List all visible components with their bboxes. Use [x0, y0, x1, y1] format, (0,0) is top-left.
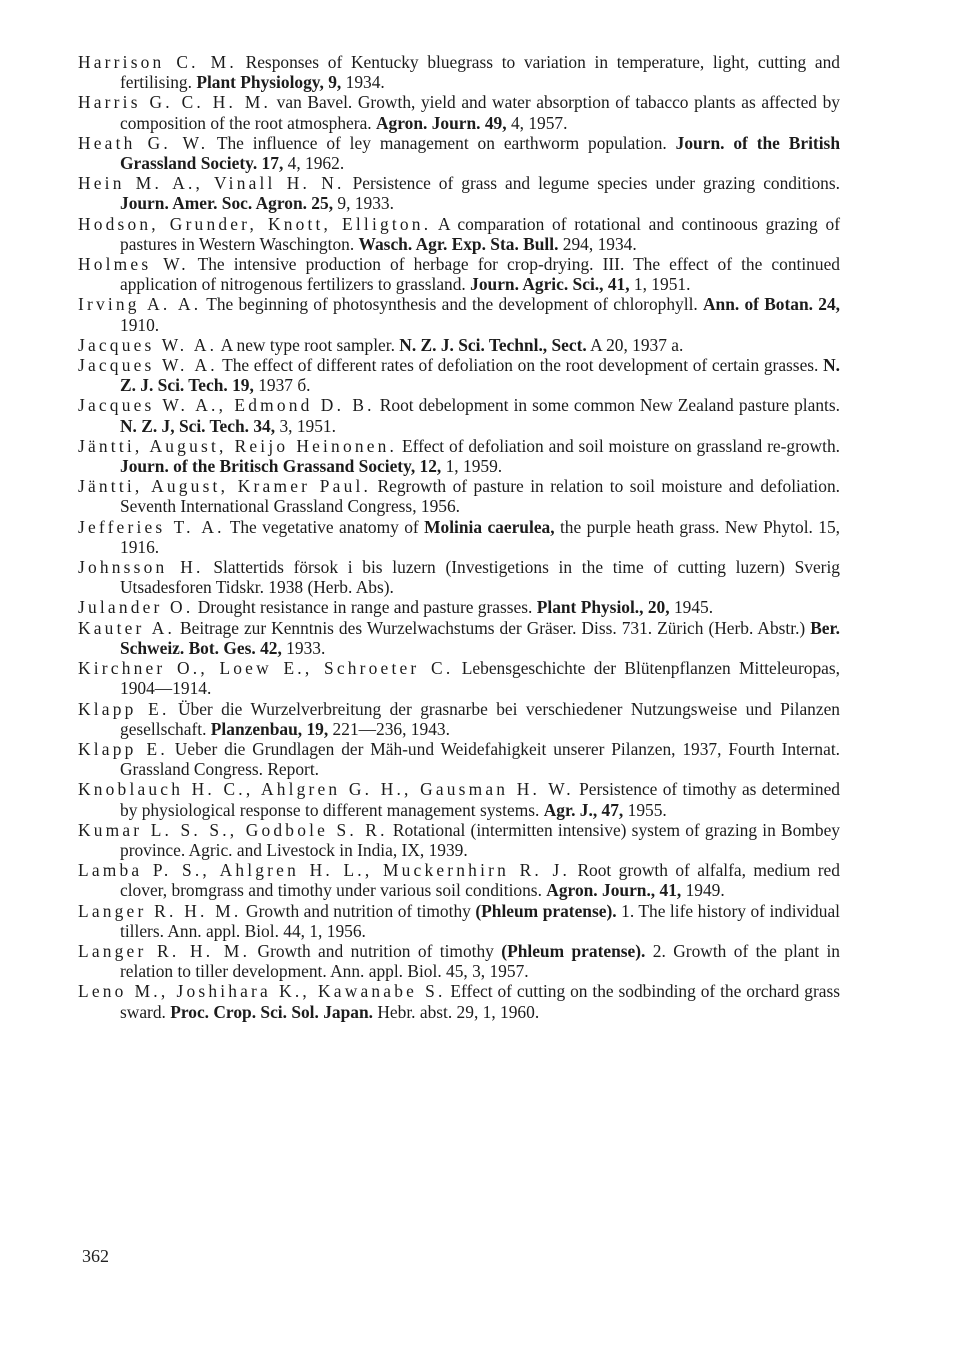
reference-item — [78, 699, 840, 739]
reference-source: Journ. Agric. Sci., 41, — [470, 274, 630, 295]
reference-source: Agr. J., 47, — [543, 799, 624, 820]
reference-source: Agron. Journ. 49, — [375, 112, 507, 133]
reference-author: Leno M., Joshihara K., Kawanabe S. — [78, 981, 446, 1002]
reference-list — [78, 52, 840, 1022]
reference-tail: 1, 1959. — [441, 456, 503, 477]
reference-text: Root debelopment in some common New Zealand pasture plants. — [374, 395, 840, 416]
reference-tail: 2. Growth of the plant in relation to tiller development. Ann. appl. Biol. 45, 3, 1957. — [120, 940, 840, 982]
reference-item — [78, 395, 840, 435]
reference-tail: 294, 1934. — [558, 233, 637, 254]
reference-tail: 221—236, 1943. — [328, 718, 450, 739]
reference-text: Persistence of grass and legume species under grazing conditions. — [344, 173, 840, 194]
reference-tail: A 20, 1937 a. — [586, 334, 684, 355]
reference-item — [78, 779, 840, 819]
reference-source: Journ. of the British Grassland Society. 17, — [120, 132, 840, 174]
reference-source: (Phleum pratense). — [501, 940, 646, 961]
reference-text: Growth and nutrition of timothy — [241, 900, 476, 921]
reference-text: Lebensgeschichte der Blütenpflanzen Mitteleuropas, 1904—1914. — [120, 658, 840, 699]
reference-text: Root growth of alfalfa, medium red clover, bromgrass and timothy under various soil conditions. — [120, 860, 840, 901]
reference-text: Persistence of timothy as determined by physiological response to different management systems. — [120, 779, 840, 820]
reference-item — [78, 739, 840, 779]
reference-author: Langer R. H. M. — [78, 900, 242, 921]
reference-author: Hein M. A., Vinall H. N. — [78, 173, 345, 194]
reference-item — [78, 597, 840, 617]
reference-item — [78, 618, 840, 658]
reference-tail: 1945. — [669, 597, 714, 618]
reference-author: Klapp E. — [78, 698, 170, 719]
reference-source: Journ. Amer. Soc. Agron. 25, — [120, 193, 334, 214]
reference-source: Agron. Journ., 41, — [546, 880, 682, 901]
page-number: 362 — [82, 1246, 109, 1266]
reference-text: Regrowth of pasture in relation to soil moisture and defoliation. Seventh International Grassland Congress, 1956. — [120, 476, 841, 517]
reference-item — [78, 214, 840, 254]
reference-item — [78, 517, 840, 557]
reference-item — [78, 133, 840, 173]
reference-author: Jefferies T. A. — [78, 516, 225, 537]
reference-tail: the purple heath grass. New Phytol. 15, 1916. — [120, 516, 840, 557]
reference-author: Klapp E. — [78, 738, 168, 759]
reference-tail: 3, 1951. — [275, 415, 336, 436]
reference-source: Wasch. Agr. Exp. Sta. Bull. — [358, 233, 559, 254]
reference-author: Jacques W. A., Edmond D. B. — [78, 395, 375, 416]
reference-item — [78, 981, 840, 1021]
reference-source: N. Z. J. Sci. Tech. 19, — [120, 355, 840, 396]
reference-source: (Phleum pratense). — [475, 900, 617, 921]
reference-author: Kirchner O., Loew E., Schroeter C. — [78, 658, 454, 679]
reference-item — [78, 355, 840, 395]
reference-text: Growth and nutrition of timothy — [250, 940, 502, 961]
reference-item — [78, 476, 840, 516]
reference-item — [78, 941, 840, 981]
reference-tail: 1934. — [341, 72, 385, 93]
reference-text: Rotational (intermitten intensive) system of grazing in Bombey province. Agric. and Livestock in India, IX, 1939. — [120, 819, 840, 860]
reference-text: Drought resistance in range and pasture grasses. — [193, 597, 537, 618]
reference-source: Molinia caerulea, — [424, 516, 555, 537]
reference-tail: 1949. — [681, 880, 725, 901]
reference-item — [78, 173, 840, 213]
reference-text: Effect of cutting on the sodbinding of the orchard grass sward. — [120, 981, 840, 1022]
reference-text: A new type root sampler. — [217, 334, 400, 355]
reference-author: Jäntti, August, Kramer Paul. — [78, 476, 372, 497]
reference-text: The effect of different rates of defoliation on the root development of certain grasses. — [217, 355, 824, 376]
reference-tail: 1933. — [281, 637, 326, 658]
reference-source: Planzenbau, 19, — [210, 718, 329, 739]
reference-source: N. Z. J, Sci. Tech. 34, — [120, 415, 276, 436]
reference-tail: 1937 б. — [253, 375, 311, 396]
reference-text: Responses of Kentucky bluegrass to variation in temperature, light, cutting and fertilising. — [120, 52, 841, 93]
reference-item — [78, 294, 840, 334]
reference-author: Jacques W. A. — [78, 355, 218, 376]
reference-author: Lamba P. S., Ahlgren H. L., Muckernhirn R. J. — [78, 860, 571, 881]
reference-text: Über die Wurzelverbreitung der grasnarbe bei verschiedener Nutzungsweise und Pilanzen gesellschaft. — [120, 698, 840, 739]
reference-text: The beginning of photosynthesis and the development of chlorophyll. — [201, 294, 703, 315]
reference-text: A comparation of rotational and continoous grazing of pastures in Western Waschington. — [120, 213, 840, 254]
reference-tail: 1. The life history of individual tillers. Ann. appl. Biol. 44, 1, 1956. — [120, 900, 840, 941]
reference-author: Jacques W. A. — [78, 334, 218, 355]
reference-tail: 4, 1962. — [283, 153, 345, 174]
reference-item — [78, 52, 840, 92]
reference-author: Kauter A. — [78, 617, 176, 638]
reference-author: Holmes W. — [78, 254, 189, 275]
reference-author: Irving A. A. — [78, 294, 202, 315]
reference-item — [78, 658, 840, 698]
reference-author: Langer R. H. M. — [78, 940, 251, 961]
reference-author: Kumar L. S. S., Godbole S. R. — [78, 819, 388, 840]
reference-item — [78, 901, 840, 941]
reference-item — [78, 820, 840, 860]
reference-text: Beitrage zur Kenntnis des Wurzelwachstums der Gräser. Diss. 731. Zürich (Herb. Abstr.) — [175, 617, 811, 638]
reference-text: Slattertids försok i bis luzern (Investigetions in the time of cutting luzern) Sverig Utsadesforen Tidskr. 1938 (Herb. Abs). — [120, 557, 840, 598]
reference-source: N. Z. J. Sci. Technl., Sect. — [399, 334, 587, 355]
reference-item — [78, 335, 840, 355]
reference-author: Jäntti, August, Reijo Heinonen. — [78, 435, 398, 456]
reference-author: Harris G. C. H. M. — [78, 92, 272, 113]
reference-tail: 1, 1951. — [629, 274, 691, 295]
reference-source: Plant Physiology, 9, — [196, 72, 342, 93]
reference-source: Plant Physiol., 20, — [536, 597, 670, 618]
reference-source: Proc. Crop. Sci. Sol. Japan. — [170, 1001, 373, 1022]
reference-tail: 1910. — [120, 314, 160, 335]
reference-source: Ann. of Botan. 24, — [703, 294, 840, 315]
reference-text: The vegetative anatomy of — [224, 516, 425, 537]
reference-text: Effect of defoliation and soil moisture on grassland re-growth. — [397, 435, 840, 456]
reference-item — [78, 254, 840, 294]
reference-text: The intensive production of herbage for crop-drying. III. The effect of the continued application of nitrogenous fertilizers to grassland. — [120, 254, 840, 295]
reference-author: Hodson, Grunder, Knott, Elligton. — [78, 213, 432, 234]
reference-source: Ber. Schweiz. Bot. Ges. 42, — [120, 617, 840, 658]
reference-item — [78, 557, 840, 597]
reference-tail: Hebr. abst. 29, 1, 1960. — [373, 1001, 540, 1022]
reference-text: Ueber die Grundlagen der Mäh-und Weidefahigkeit unserer Pilanzen, 1937, Fourth Internat. Grassland Congress. Report. — [120, 738, 840, 780]
reference-author: Harrison C. M. — [78, 52, 237, 72]
reference-item — [78, 92, 840, 132]
reference-tail: 4, 1957. — [506, 112, 568, 133]
reference-source: Journ. of the Britisch Grassand Society, 12, — [120, 456, 442, 477]
reference-tail: 9, 1933. — [333, 193, 394, 214]
reference-author: Knoblauch H. C., Ahlgren G. H., Gausman H. W. — [78, 779, 574, 800]
reference-author: Johnsson H. — [78, 557, 204, 578]
reference-item — [78, 436, 840, 476]
reference-tail: 1955. — [623, 799, 667, 820]
reference-text: The influence of ley management on earthworm population. — [208, 132, 676, 153]
reference-text: van Bavel. Growth, yield and water absorption of tabacco plants as affected by composition of the root atmosphera. — [120, 92, 840, 133]
reference-item — [78, 860, 840, 900]
reference-author: Heath G. W. — [78, 132, 209, 153]
reference-author: Julander O. — [78, 597, 194, 618]
